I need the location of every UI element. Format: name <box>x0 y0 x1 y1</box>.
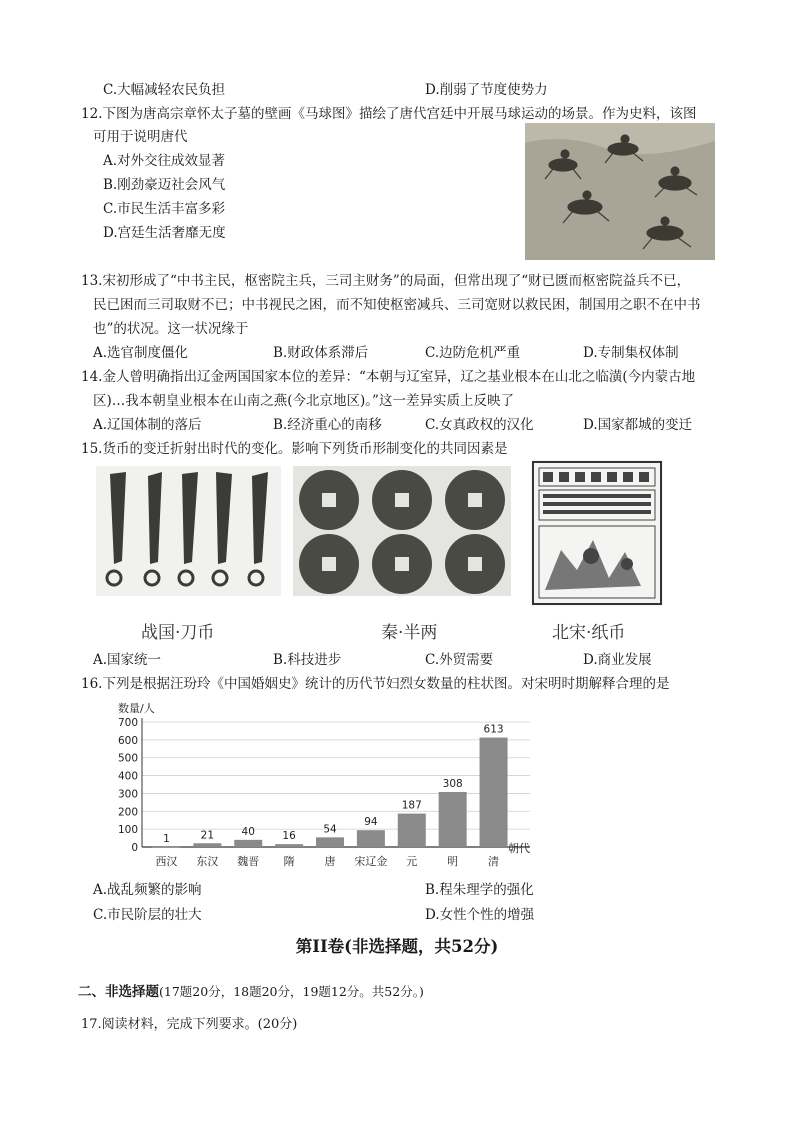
bar-西汉 <box>152 847 180 848</box>
q13-stem-line2: 民已困而三司取财不已；中书视民之困，而不知使枢密减兵、三司宽财以救民困，制国用之职不在中书 <box>93 297 701 313</box>
data-label: 187 <box>401 799 422 812</box>
jiaozi-caption: 北宋·纸币 <box>552 623 626 643</box>
data-label: 613 <box>483 723 504 736</box>
q12-option-b: B.刚劲豪迈社会风气 <box>103 177 226 193</box>
x-tick-label: 唐 <box>324 855 336 868</box>
q13-option-a: A.选官制度僵化 <box>93 345 189 361</box>
q14-option-a: A.辽国体制的落后 <box>93 417 202 433</box>
q16-option-b: B.程朱理学的强化 <box>425 882 534 898</box>
q12-stem-line1: 12.下图为唐高宗章怀太子墓的壁画《马球图》描绘了唐代宫廷中开展马球运动的场景。作为史料，该图 <box>81 106 697 122</box>
section2-title: 第II卷(非选择题，共52分) <box>295 937 499 956</box>
bar-魏晋 <box>234 840 262 847</box>
q15-stem: 15.货币的变迁折射出时代的变化。影响下列货币形制变化的共同因素是 <box>81 441 508 457</box>
bar-清 <box>480 738 508 847</box>
y-tick-label: 500 <box>117 752 138 765</box>
jiaozi-paper-money-image <box>531 460 663 606</box>
bar-宋辽金 <box>357 830 385 847</box>
q14-option-d: D.国家都城的变迁 <box>583 417 693 433</box>
q12-option-d: D.宫廷生活奢靡无度 <box>103 225 226 241</box>
x-tick-label: 隋 <box>283 855 295 868</box>
data-label: 1 <box>163 832 170 845</box>
x-tick-label: 清 <box>488 855 500 868</box>
bar-明 <box>439 792 467 847</box>
data-label: 40 <box>241 825 255 838</box>
martyr-women-bar-chart <box>110 700 540 872</box>
q17-stem: 17.阅读材料，完成下列要求。(20分) <box>81 1017 298 1032</box>
y-tick-label: 100 <box>117 824 138 837</box>
y-tick-label: 400 <box>117 770 138 783</box>
y-tick-label: 200 <box>117 806 138 819</box>
q15-option-d: D.商业发展 <box>583 652 652 668</box>
bar-东汉 <box>193 843 221 847</box>
data-label: 16 <box>282 830 296 843</box>
banliang-caption: 秦·半两 <box>381 623 438 643</box>
y-tick-label: 0 <box>131 842 138 854</box>
q12-option-a: A.对外交往成效显著 <box>103 153 226 169</box>
section2-heading: 二、非选择题 <box>78 984 159 1000</box>
q16-option-a: A.战乱频繁的影响 <box>93 882 202 898</box>
q15-option-b: B.科技进步 <box>273 652 342 668</box>
section2-heading-note: (17题20分，18题20分，19题12分。共52分。) <box>159 984 424 999</box>
x-tick-label: 元 <box>406 855 418 868</box>
x-tick-label: 东汉 <box>196 855 219 868</box>
x-tick-label: 西汉 <box>155 855 178 868</box>
q12-stem-line2: 可用于说明唐代 <box>93 129 188 145</box>
bar-隋 <box>275 844 303 847</box>
q15-option-c: C.外贸需要 <box>425 652 494 668</box>
q16-option-c: C.市民阶层的壮大 <box>93 907 202 923</box>
x-tick-label: 魏晋 <box>237 855 260 868</box>
bar-元 <box>398 814 426 847</box>
data-label: 308 <box>442 778 463 790</box>
q12-option-c: C.市民生活丰富多彩 <box>103 201 226 217</box>
knife-coin-caption: 战国·刀币 <box>141 623 215 643</box>
y-tick-label: 600 <box>117 734 138 747</box>
section2-heading-line <box>78 980 424 1000</box>
q13-option-c: C.边防危机严重 <box>425 345 521 361</box>
x-tick-label: 宋辽金 <box>354 855 388 868</box>
x-axis-label: 朝代 <box>508 842 530 855</box>
bar-唐 <box>316 837 344 847</box>
data-label: 54 <box>323 823 337 836</box>
q14-option-c: C.女真政权的汉化 <box>425 417 534 433</box>
q13-option-b: B.财政体系滞后 <box>273 345 369 361</box>
q16-stem: 16.下列是根据汪玢玲《中国婚姻史》统计的历代节妇烈女数量的柱状图。对宋明时期解释合理的是 <box>81 676 670 692</box>
q13-option-d: D.专制集权体制 <box>583 345 679 361</box>
q14-stem-line1: 14.金人曾明确指出辽金两国国家本位的差异：“本朝与辽室异，辽之基业根本在山北之临潢(今内蒙古地 <box>81 369 696 385</box>
data-label: 21 <box>200 829 215 842</box>
q11-option-c: C.大幅减轻农民负担 <box>103 82 226 98</box>
q14-stem-line2: 区)…我本朝皇业根本在山南之燕(今北京地区)。”这一差异实质上反映了 <box>93 393 514 409</box>
q13-stem-line1: 13.宋初形成了“中书主民，枢密院主兵，三司主财务”的局面，但常出现了“财已匮而枢密院益兵不已， <box>81 273 691 289</box>
x-tick-label: 明 <box>447 855 459 868</box>
q13-stem-line3: 也”的状况。这一状况缘于 <box>93 321 249 337</box>
q11-option-d: D.削弱了节度使势力 <box>425 82 548 98</box>
q14-option-b: B.经济重心的南移 <box>273 417 382 433</box>
y-tick-label: 300 <box>117 788 138 801</box>
data-label: 94 <box>364 816 378 829</box>
polo-mural-image <box>525 123 715 260</box>
q15-option-a: A.国家统一 <box>93 652 162 668</box>
y-axis-label: 数量/人 <box>118 702 155 715</box>
banliang-coin-image <box>293 466 511 596</box>
y-tick-label: 700 <box>117 717 138 729</box>
q16-option-d: D.女性个性的增强 <box>425 907 535 923</box>
knife-coin-image <box>96 466 281 596</box>
